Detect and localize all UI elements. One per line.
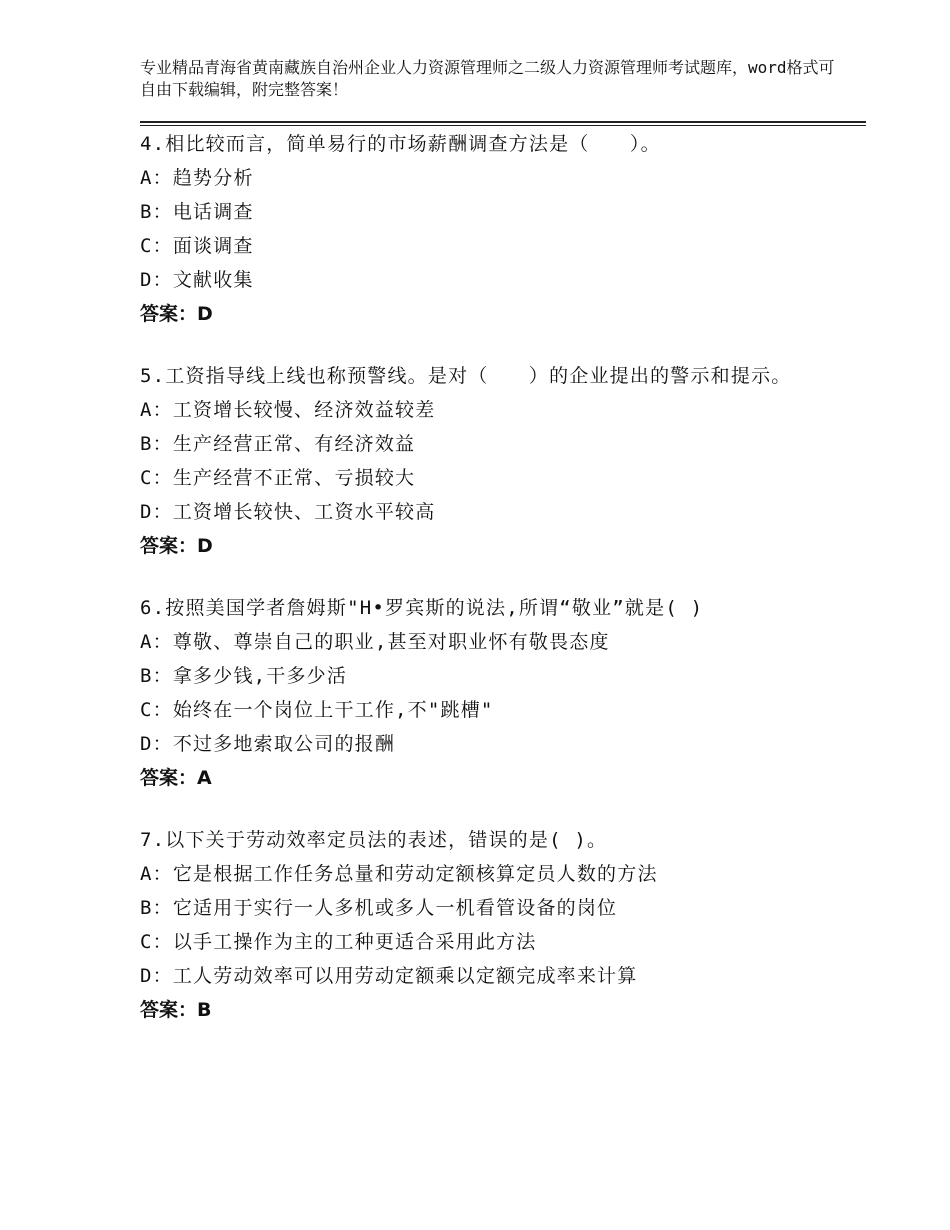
option-c: C：始终在一个岗位上干工作,不"跳槽": [140, 699, 494, 721]
question-5: [140, 359, 840, 563]
option-a: A：尊敬、尊崇自己的职业,甚至对职业怀有敬畏态度: [140, 631, 610, 653]
option-a: A：它是根据工作任务总量和劳动定额核算定员人数的方法: [140, 863, 658, 885]
option-d: D：文献收集: [140, 269, 254, 291]
option-b: B：它适用于实行一人多机或多人一机看管设备的岗位: [140, 897, 618, 919]
option-d: D：工人劳动效率可以用劳动定额乘以定额完成率来计算: [140, 965, 638, 987]
option-b: B：生产经营正常、有经济效益: [140, 433, 416, 455]
answer-label: 答案：A: [140, 767, 212, 789]
question-stem: 7.以下关于劳动效率定员法的表述，错误的是( )。: [140, 829, 608, 851]
option-c: C：生产经营不正常、亏损较大: [140, 467, 416, 489]
option-a: A：工资增长较慢、经济效益较差: [140, 399, 436, 421]
header-divider-bottom: [140, 125, 866, 126]
question-stem: 6.按照美国学者詹姆斯"H•罗宾斯的说法,所谓“敬业”就是( ): [140, 597, 704, 619]
option-b: B：拿多少钱,干多少活: [140, 665, 348, 687]
question-7: [140, 823, 840, 1027]
option-a: A：趋势分析: [140, 167, 254, 189]
header-divider-top: [140, 121, 866, 123]
answer-label: 答案：D: [140, 535, 213, 557]
option-c: C：面谈调查: [140, 235, 254, 257]
option-c: C：以手工操作为主的工种更适合采用此方法: [140, 931, 537, 953]
answer-label: 答案：D: [140, 303, 213, 325]
question-stem: 5.工资指导线上线也称预警线。是对（ ）的企业提出的警示和提示。: [140, 365, 792, 387]
question-stem: 4.相比较而言，简单易行的市场薪酬调查方法是（ ）。: [140, 133, 661, 155]
document-header: 专业精品青海省黄南藏族自治州企业人力资源管理师之二级人力资源管理师考试题库，word格式可自由下载编辑，附完整答案！: [140, 58, 835, 99]
question-list: [140, 127, 840, 1055]
option-b: B：电话调查: [140, 201, 254, 223]
question-6: [140, 591, 840, 795]
answer-label: 答案：B: [140, 999, 212, 1021]
option-d: D：工资增长较快、工资水平较高: [140, 501, 436, 523]
question-4: [140, 127, 840, 331]
option-d: D：不过多地索取公司的报酬: [140, 733, 396, 755]
